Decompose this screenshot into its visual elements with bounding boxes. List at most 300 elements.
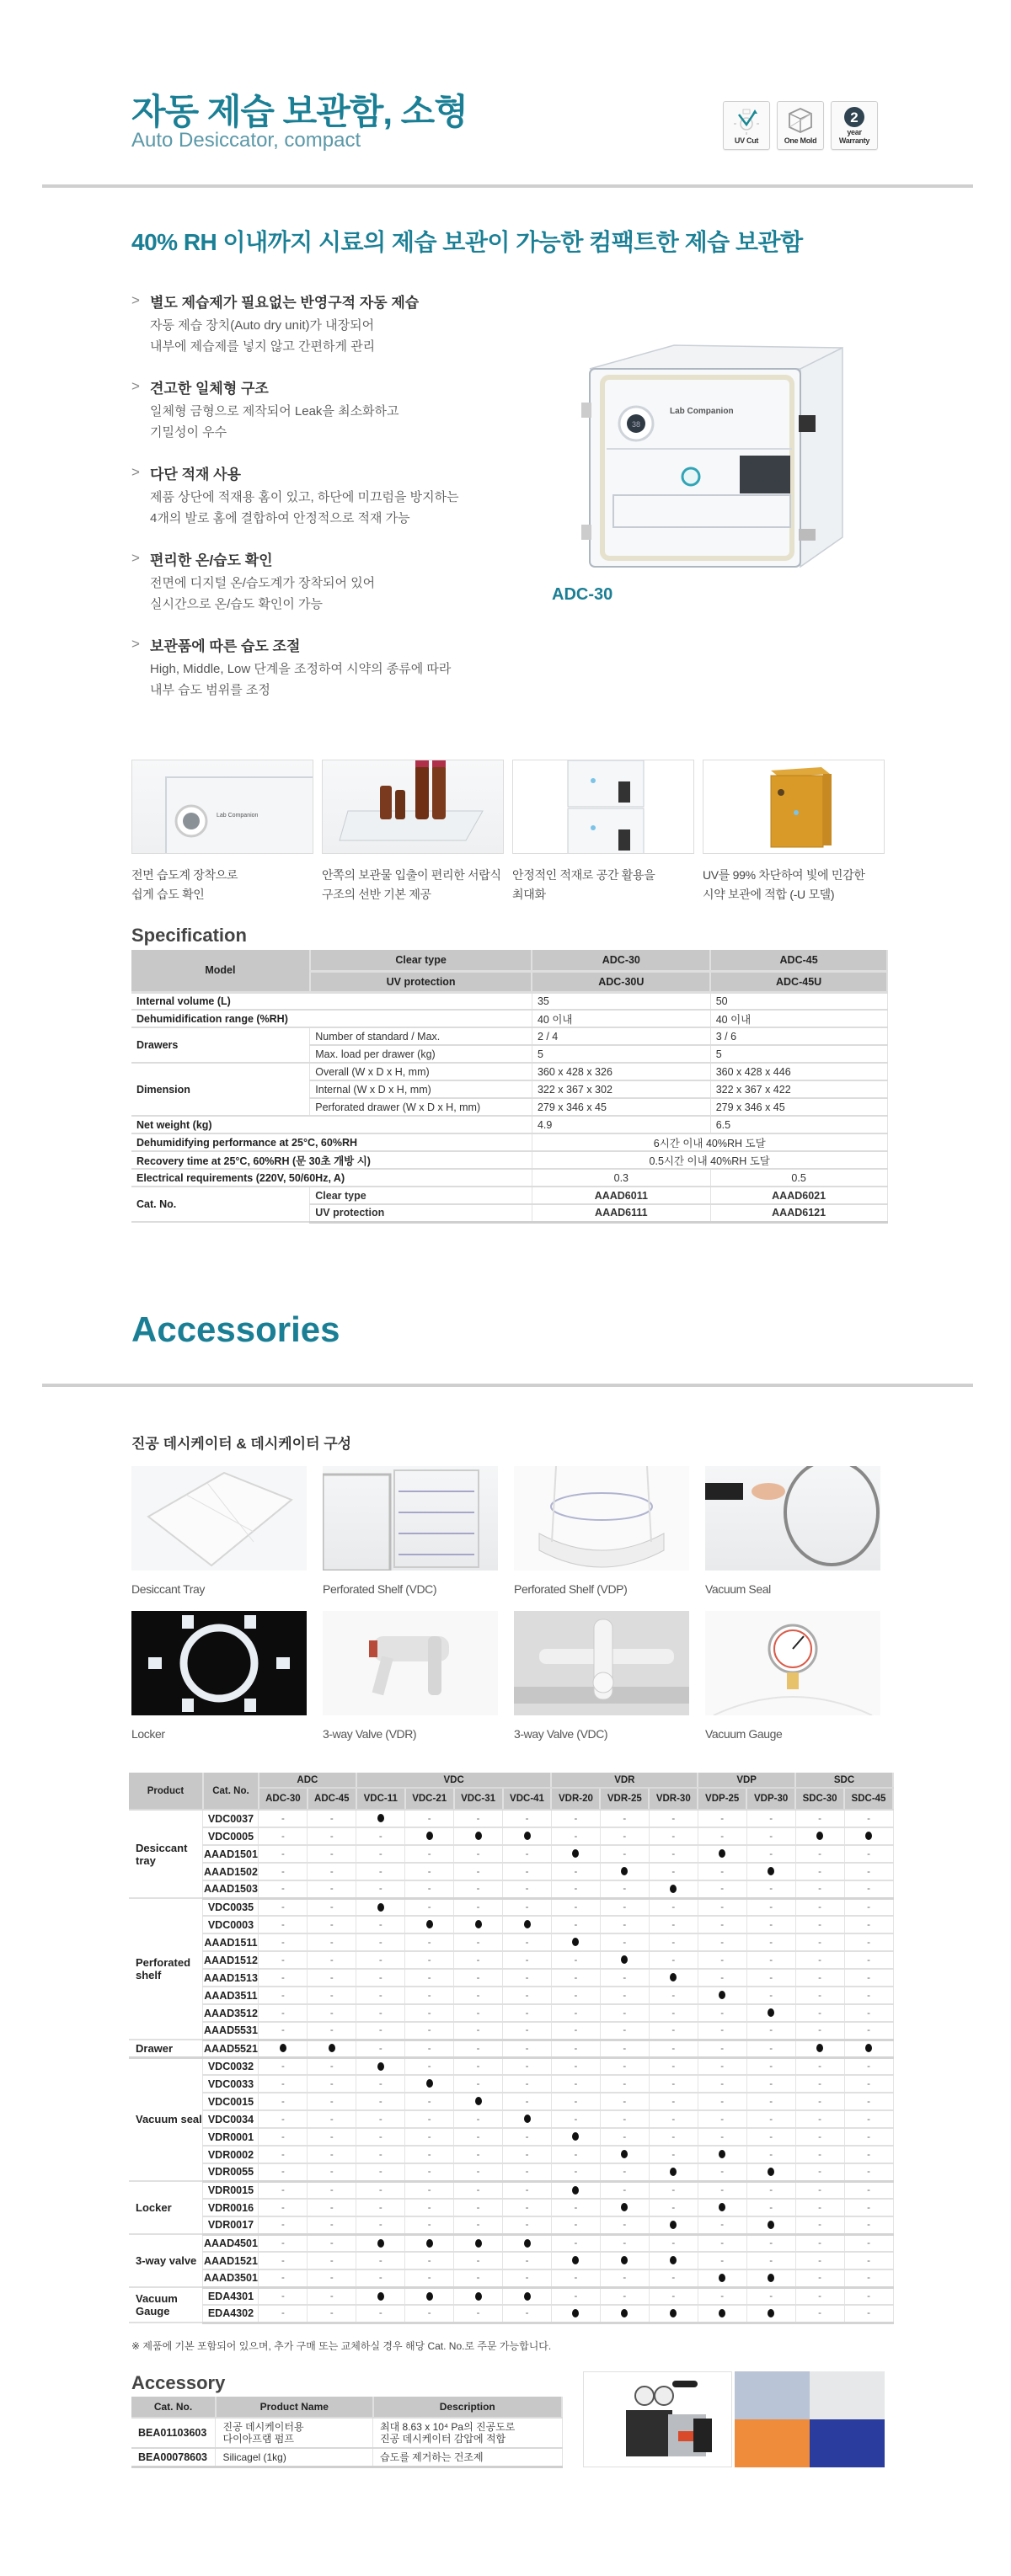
dash-mark: - <box>720 1972 725 1983</box>
compat-incompatible-cell <box>503 2057 552 2075</box>
dash-mark: - <box>623 1919 627 1930</box>
dash-mark: - <box>525 2061 529 2072</box>
compat-incompatible-cell <box>259 2093 308 2110</box>
dash-mark: - <box>574 1955 578 1965</box>
dash-mark: - <box>378 2025 382 2036</box>
compat-header-product: Product <box>129 1773 203 1810</box>
compat-product-name: Perforated shelf <box>129 1898 203 2040</box>
dash-mark: - <box>281 2025 285 2036</box>
filled-dot-icon <box>719 1849 725 1858</box>
compat-incompatible-cell <box>259 1845 308 1863</box>
feature-title: 다단 적재 사용 <box>150 466 241 483</box>
compat-incompatible-cell <box>600 1987 649 2004</box>
compat-incompatible-cell <box>844 2305 893 2323</box>
compat-incompatible-cell <box>698 2110 746 2128</box>
header-divider <box>42 184 973 188</box>
compat-compatible-cell <box>795 2040 844 2057</box>
dash-mark: - <box>329 1990 334 2001</box>
dash-mark: - <box>329 2220 334 2231</box>
dash-mark: - <box>769 2114 773 2125</box>
badge-one-mold <box>777 101 824 150</box>
dash-mark: - <box>329 2202 334 2213</box>
dash-mark: - <box>867 2184 870 2195</box>
compat-group-header: VDP <box>698 1773 795 1788</box>
compat-incompatible-cell <box>698 1810 746 1827</box>
compat-incompatible-cell <box>649 2269 698 2287</box>
compat-row <box>129 1898 893 1916</box>
compat-row <box>129 1827 893 1845</box>
compat-incompatible-cell <box>551 2040 600 2057</box>
compat-incompatible-cell <box>356 2199 405 2216</box>
compat-row <box>129 2199 893 2216</box>
compat-incompatible-cell <box>746 2252 795 2269</box>
compat-incompatible-cell <box>746 2110 795 2128</box>
accessory-table <box>131 2397 563 2468</box>
spec-table <box>131 950 888 1224</box>
compat-incompatible-cell <box>503 2269 552 2287</box>
compat-incompatible-cell <box>600 2110 649 2128</box>
compat-incompatible-cell <box>649 1845 698 1863</box>
dash-mark: - <box>427 2114 431 2125</box>
compat-incompatible-cell <box>308 2093 356 2110</box>
dash-mark: - <box>476 2078 480 2089</box>
compat-incompatible-cell <box>795 1863 844 1880</box>
compat-incompatible-cell <box>551 1810 600 1827</box>
dash-mark: - <box>281 2308 285 2319</box>
dash-mark: - <box>818 2025 821 2036</box>
thumbnail-image-uv-model <box>703 760 885 854</box>
thumbnail-item <box>703 760 885 904</box>
compat-incompatible-cell <box>356 2252 405 2269</box>
compat-cat-no: VDR0015 <box>203 2181 259 2199</box>
compat-incompatible-cell <box>356 1880 405 1898</box>
dash-mark: - <box>818 2273 821 2284</box>
spec-value: 6.5 <box>710 1116 887 1133</box>
spec-row <box>131 1063 887 1080</box>
filled-dot-icon <box>572 2186 579 2195</box>
dash-mark: - <box>281 2237 285 2248</box>
dash-mark: - <box>427 2255 431 2266</box>
compat-cat-no: VDR0017 <box>203 2216 259 2234</box>
accessories-subtitle: 진공 데시케이터 & 데시케이터 구성 <box>131 1436 352 1452</box>
dash-mark: - <box>281 2078 285 2089</box>
dash-mark: - <box>867 2291 870 2301</box>
compat-incompatible-cell <box>698 2128 746 2146</box>
dash-mark: - <box>378 2149 382 2160</box>
dash-mark: - <box>476 2273 480 2284</box>
compat-row <box>129 1810 893 1827</box>
compat-incompatible-cell <box>600 2287 649 2305</box>
dash-mark: - <box>818 2308 821 2319</box>
dash-mark: - <box>427 2096 431 2107</box>
compat-incompatible-cell <box>600 2093 649 2110</box>
compat-model-header: SDC-30 <box>795 1788 844 1810</box>
compat-incompatible-cell <box>308 2146 356 2163</box>
accessory-row <box>131 2418 562 2448</box>
accessories-divider <box>42 1384 973 1387</box>
dash-mark: - <box>769 2184 773 2195</box>
spec-sublabel: Number of standard / Max. <box>310 1027 532 1045</box>
thumbnail-caption: 안쪽의 보관물 입출이 편리한 서랍식 <box>322 868 501 882</box>
filled-dot-icon <box>768 1867 774 1875</box>
compat-incompatible-cell <box>600 1916 649 1933</box>
feature-desc-line: 제품 상단에 적재용 홈이 있고, 하단에 미끄럼을 방지하는 <box>150 490 459 504</box>
dash-mark: - <box>329 2078 334 2089</box>
compat-incompatible-cell <box>308 1933 356 1951</box>
dash-mark: - <box>525 2308 529 2319</box>
compat-row <box>129 2146 893 2163</box>
dash-mark: - <box>623 2078 627 2089</box>
compat-incompatible-cell <box>454 2057 503 2075</box>
one-mold-cube-icon <box>786 106 815 135</box>
dash-mark: - <box>427 1955 431 1965</box>
dash-mark: - <box>525 2025 529 2036</box>
dash-mark: - <box>818 2061 821 2072</box>
spec-sublabel: UV protection <box>310 1204 532 1222</box>
dash-mark: - <box>525 2008 529 2019</box>
compat-cat-no: AAAD5531 <box>203 2022 259 2040</box>
compat-product-name: 3-way valve <box>129 2234 203 2287</box>
dash-mark: - <box>427 2308 431 2319</box>
compat-incompatible-cell <box>308 2269 356 2287</box>
dash-mark: - <box>281 2202 285 2213</box>
dash-mark: - <box>378 1848 382 1859</box>
compat-incompatible-cell <box>356 2022 405 2040</box>
dash-mark: - <box>378 1955 382 1965</box>
compat-compatible-cell <box>649 1969 698 1987</box>
filled-dot-icon <box>377 2292 384 2301</box>
spec-value: 35 <box>532 992 710 1010</box>
dash-mark: - <box>818 2167 821 2178</box>
spec-title: Specification <box>131 925 247 946</box>
compat-incompatible-cell <box>746 1987 795 2004</box>
desiccant-tray-image <box>131 1466 307 1571</box>
dash-mark: - <box>281 1990 285 2001</box>
compat-incompatible-cell <box>308 2252 356 2269</box>
dash-mark: - <box>818 2202 821 2213</box>
compat-incompatible-cell <box>698 2181 746 2199</box>
compat-incompatible-cell <box>259 2199 308 2216</box>
compat-incompatible-cell <box>795 2269 844 2287</box>
compat-incompatible-cell <box>746 2146 795 2163</box>
compat-row <box>129 2128 893 2146</box>
dash-mark: - <box>525 1848 529 1859</box>
compat-incompatible-cell <box>795 2305 844 2323</box>
compat-cat-no: VDR0002 <box>203 2146 259 2163</box>
compat-incompatible-cell <box>405 2093 454 2110</box>
dash-mark: - <box>574 1901 578 1912</box>
accessory-caption: Vacuum Gauge <box>705 1727 783 1741</box>
accessory-header-cat: Cat. No. <box>131 2397 216 2418</box>
dash-mark: - <box>281 1813 285 1824</box>
compat-incompatible-cell <box>698 2004 746 2022</box>
compat-incompatible-cell <box>844 2163 893 2181</box>
spec-label: Dehumidification range (%RH) <box>131 1010 532 1027</box>
compat-incompatible-cell <box>308 2216 356 2234</box>
dash-mark: - <box>671 2078 676 2089</box>
compat-product-name: Desiccant tray <box>129 1810 203 1898</box>
filled-dot-icon <box>621 2309 628 2317</box>
compatibility-table <box>129 1773 894 2324</box>
compat-compatible-cell <box>405 1916 454 1933</box>
compat-incompatible-cell <box>259 1916 308 1933</box>
compat-incompatible-cell <box>308 2110 356 2128</box>
compat-incompatible-cell <box>503 2163 552 2181</box>
thumbnail-caption: 쉽게 습도 확인 <box>131 888 205 901</box>
compat-compatible-cell <box>551 2305 600 2323</box>
compat-incompatible-cell <box>746 1898 795 1916</box>
dash-mark: - <box>671 2184 676 2195</box>
badge-uv-cut <box>723 101 770 150</box>
chevron-right-icon: > <box>131 636 140 652</box>
dash-mark: - <box>671 2149 676 2160</box>
compat-incompatible-cell <box>551 2269 600 2287</box>
dash-mark: - <box>281 1848 285 1859</box>
compat-row <box>129 2181 893 2199</box>
compat-model-header: VDC-21 <box>405 1788 454 1810</box>
compat-row <box>129 2022 893 2040</box>
filled-dot-icon <box>670 2221 677 2229</box>
dash-mark: - <box>476 1848 480 1859</box>
dash-mark: - <box>867 1848 870 1859</box>
dash-mark: - <box>525 1866 529 1877</box>
compat-cat-no: AAAD1503 <box>203 1880 259 1898</box>
compat-incompatible-cell <box>746 1916 795 1933</box>
dash-mark: - <box>281 1831 285 1842</box>
compat-incompatible-cell <box>405 1898 454 1916</box>
dash-mark: - <box>769 2149 773 2160</box>
compat-incompatible-cell <box>308 2305 356 2323</box>
dash-mark: - <box>525 2131 529 2142</box>
dash-mark: - <box>378 2202 382 2213</box>
dash-mark: - <box>525 2078 529 2089</box>
compat-row <box>129 1863 893 1880</box>
dash-mark: - <box>329 1866 334 1877</box>
spec-sublabel: Internal (W x D x H, mm) <box>310 1080 532 1098</box>
spec-label: Net weight (kg) <box>131 1116 532 1133</box>
compat-incompatible-cell <box>454 1863 503 1880</box>
filled-dot-icon <box>426 2292 433 2301</box>
3-way-valve-vdr-image <box>323 1611 498 1715</box>
desiccator-illustration <box>556 335 885 579</box>
compat-cat-no: EDA4301 <box>203 2287 259 2305</box>
compat-compatible-cell <box>649 2216 698 2234</box>
dash-mark: - <box>574 2202 578 2213</box>
compat-incompatible-cell <box>795 2234 844 2252</box>
dash-mark: - <box>867 1901 870 1912</box>
compat-incompatible-cell <box>551 1827 600 1845</box>
dash-mark: - <box>427 1990 431 2001</box>
compat-compatible-cell <box>405 2287 454 2305</box>
compat-incompatible-cell <box>551 1969 600 1987</box>
dash-mark: - <box>525 1972 529 1983</box>
dash-mark: - <box>281 1955 285 1965</box>
feature-item <box>131 376 527 443</box>
compat-incompatible-cell <box>649 1987 698 2004</box>
compat-compatible-cell <box>405 2075 454 2093</box>
dash-mark: - <box>623 2061 627 2072</box>
compat-incompatible-cell <box>844 1969 893 1987</box>
compat-row <box>129 2269 893 2287</box>
compat-model-header: VDR-25 <box>600 1788 649 1810</box>
compat-incompatible-cell <box>308 1827 356 1845</box>
dash-mark: - <box>867 1955 870 1965</box>
page-subtitle: Auto Desiccator, compact <box>131 129 361 152</box>
compat-incompatible-cell <box>308 1863 356 1880</box>
filled-dot-icon <box>475 2097 482 2105</box>
dash-mark: - <box>720 1831 725 1842</box>
compat-incompatible-cell <box>259 2057 308 2075</box>
dash-mark: - <box>769 2237 773 2248</box>
compat-incompatible-cell <box>795 2146 844 2163</box>
compat-incompatible-cell <box>698 1863 746 1880</box>
compat-incompatible-cell <box>356 1827 405 1845</box>
warranty-2-icon <box>843 106 865 128</box>
compat-incompatible-cell <box>454 1969 503 1987</box>
dash-mark: - <box>378 2078 382 2089</box>
dash-mark: - <box>574 2114 578 2125</box>
dash-mark: - <box>574 1831 578 1842</box>
spec-row <box>131 1116 887 1133</box>
filled-dot-icon <box>524 2115 531 2123</box>
dash-mark: - <box>671 1848 676 1859</box>
dash-mark: - <box>769 2096 773 2107</box>
compat-incompatible-cell <box>259 2146 308 2163</box>
compat-incompatible-cell <box>356 2163 405 2181</box>
compat-incompatible-cell <box>405 1880 454 1898</box>
dash-mark: - <box>769 2061 773 2072</box>
compat-incompatible-cell <box>746 2057 795 2075</box>
compat-incompatible-cell <box>405 2057 454 2075</box>
compat-incompatible-cell <box>405 1951 454 1969</box>
silicagel-image <box>735 2371 885 2467</box>
dash-mark: - <box>427 2202 431 2213</box>
dash-mark: - <box>476 2184 480 2195</box>
dash-mark: - <box>525 2149 529 2160</box>
compat-compatible-cell <box>551 2252 600 2269</box>
dash-mark: - <box>525 2043 529 2054</box>
dash-mark: - <box>720 2008 725 2019</box>
dash-mark: - <box>329 1937 334 1948</box>
compat-incompatible-cell <box>844 2004 893 2022</box>
spec-value: 50 <box>710 992 887 1010</box>
dash-mark: - <box>671 1901 676 1912</box>
dash-mark: - <box>818 2078 821 2089</box>
compat-incompatible-cell <box>649 1933 698 1951</box>
filled-dot-icon <box>572 2132 579 2141</box>
dash-mark: - <box>525 2273 529 2284</box>
dash-mark: - <box>329 2291 334 2301</box>
compat-model-header: ADC-30 <box>259 1788 308 1810</box>
compat-incompatible-cell <box>600 2163 649 2181</box>
compat-incompatible-cell <box>308 2057 356 2075</box>
dash-mark: - <box>720 2025 725 2036</box>
filled-dot-icon <box>377 2239 384 2248</box>
dash-mark: - <box>525 1901 529 1912</box>
compat-incompatible-cell <box>746 2075 795 2093</box>
dash-mark: - <box>378 1831 382 1842</box>
filled-dot-icon <box>621 2150 628 2158</box>
compat-compatible-cell <box>600 2252 649 2269</box>
compat-model-header: VDC-41 <box>503 1788 552 1810</box>
compat-incompatible-cell <box>503 2199 552 2216</box>
dash-mark: - <box>378 1972 382 1983</box>
spec-value: 0.5시간 이내 40%RH 도달 <box>532 1151 887 1169</box>
compat-incompatible-cell <box>698 2163 746 2181</box>
compat-cat-no: AAAD5521 <box>203 2040 259 2057</box>
compat-incompatible-cell <box>259 2269 308 2287</box>
compat-incompatible-cell <box>308 1916 356 1933</box>
compat-incompatible-cell <box>454 2216 503 2234</box>
spec-sublabel: Max. load per drawer (kg) <box>310 1045 532 1063</box>
dash-mark: - <box>671 2131 676 2142</box>
dash-mark: - <box>671 1937 676 1948</box>
spec-row <box>131 1027 887 1045</box>
badge-warranty-label-1: year <box>847 128 862 136</box>
dash-mark: - <box>378 2114 382 2125</box>
filled-dot-icon <box>816 2044 823 2052</box>
filled-dot-icon <box>329 2044 335 2052</box>
filled-dot-icon <box>670 2309 677 2317</box>
compat-incompatible-cell <box>600 2216 649 2234</box>
compat-cat-no: AAAD1511 <box>203 1933 259 1951</box>
perforated-shelf-vdc-image <box>323 1466 498 1571</box>
accessory-caption: Vacuum Seal <box>705 1582 771 1596</box>
dash-mark: - <box>329 1813 334 1824</box>
compat-cat-no: VDR0001 <box>203 2128 259 2146</box>
spec-label: Cat. No. <box>131 1187 310 1222</box>
compat-incompatible-cell <box>259 2075 308 2093</box>
dash-mark: - <box>525 1990 529 2001</box>
accessory-name-line: 다이아프램 펌프 <box>222 2433 294 2445</box>
dash-mark: - <box>867 2220 870 2231</box>
compat-incompatible-cell <box>259 2022 308 2040</box>
spec-value: 360 x 428 x 326 <box>532 1063 710 1080</box>
dash-mark: - <box>329 1919 334 1930</box>
compat-incompatible-cell <box>259 1863 308 1880</box>
dash-mark: - <box>378 2220 382 2231</box>
compat-incompatible-cell <box>649 2234 698 2252</box>
compat-model-header: VDC-31 <box>454 1788 503 1810</box>
compat-cat-no: AAAD1521 <box>203 2252 259 2269</box>
dash-mark: - <box>623 2167 627 2178</box>
compat-incompatible-cell <box>503 2004 552 2022</box>
dash-mark: - <box>574 2043 578 2054</box>
compat-incompatible-cell <box>649 2004 698 2022</box>
spec-value: 322 x 367 x 422 <box>710 1080 887 1098</box>
compat-incompatible-cell <box>405 2004 454 2022</box>
dash-mark: - <box>329 2008 334 2019</box>
compat-incompatible-cell <box>503 2075 552 2093</box>
filled-dot-icon <box>426 2239 433 2248</box>
spec-label: Electrical requirements (220V, 50/60Hz, A) <box>131 1169 532 1187</box>
dash-mark: - <box>378 2008 382 2019</box>
dash-mark: - <box>476 2131 480 2142</box>
compat-incompatible-cell <box>600 1898 649 1916</box>
dash-mark: - <box>525 1937 529 1948</box>
compat-cat-no: VDR0016 <box>203 2199 259 2216</box>
dash-mark: - <box>525 1955 529 1965</box>
dash-mark: - <box>281 2255 285 2266</box>
compat-incompatible-cell <box>746 2022 795 2040</box>
compat-incompatible-cell <box>308 1845 356 1863</box>
spec-header-model-col: ADC-30U <box>532 971 710 992</box>
thumbnail-caption: 구조의 선반 기본 제공 <box>322 888 431 901</box>
compat-cat-no: AAAD1513 <box>203 1969 259 1987</box>
thumbnail-caption: UV를 99% 차단하여 빛에 민감한 <box>703 868 865 882</box>
spec-row <box>131 1133 887 1151</box>
compat-incompatible-cell <box>454 1933 503 1951</box>
